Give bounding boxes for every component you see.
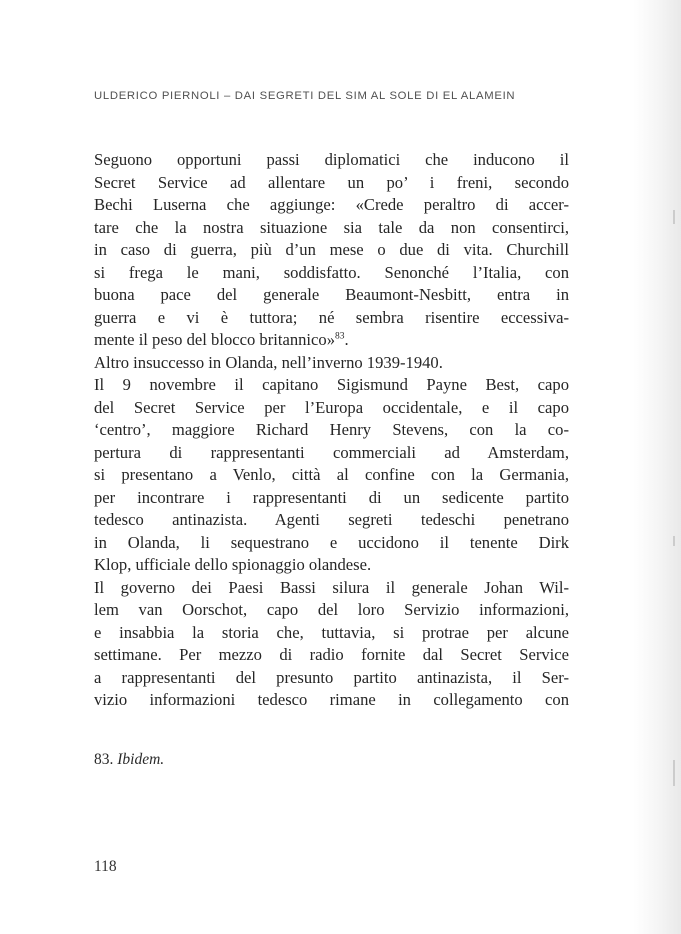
- footnote-text: Ibidem.: [117, 751, 165, 768]
- text-line: buona pace del generale Beaumont-Nesbitt, entra in: [94, 285, 569, 304]
- page-edge-mark: [673, 210, 675, 224]
- text-line: lem van Oorschot, capo del loro Servizio informazioni,: [94, 600, 569, 619]
- text-line: tedesco antinazista. Agenti segreti tedeschi penetrano: [94, 510, 569, 529]
- footnote-number: 83.: [94, 751, 114, 768]
- running-header: ULDERICO PIERNOLI – DAI SEGRETI DEL SIM AL SOLE DI EL ALAMEIN: [94, 90, 516, 102]
- text-line: del Secret Service per l’Europa occidentale, e il capo: [94, 397, 569, 417]
- body-text: [94, 149, 569, 712]
- text-line: Secret Service ad allentare un po’ i freni, secondo: [94, 172, 569, 192]
- text-line: ‘centro’, maggiore Richard Henry Stevens, con la co-: [94, 420, 569, 439]
- text-line: a rappresentanti del presunto partito antinazista, il Ser-: [94, 667, 569, 687]
- text-line: mente il peso del blocco britannico»: [94, 330, 335, 349]
- text-line-with-footnote-ref: [94, 329, 569, 352]
- text-line: Il 9 novembre il capitano Sigismund Payne Best, capo: [94, 375, 569, 394]
- text-line: Il governo dei Paesi Bassi silura il generale Johan Wil-: [94, 577, 569, 597]
- text-line: Seguono opportuni passi diplomatici che inducono il: [94, 150, 569, 169]
- text-line: in Olanda, li sequestrano e uccidono il tenente Dirk: [94, 532, 569, 552]
- footnote-ref-punctuation: .: [344, 330, 349, 349]
- footnote-reference[interactable]: 83: [335, 331, 345, 342]
- page-edge-mark: [673, 536, 675, 546]
- text-line: si frega le mani, soddisfatto. Senonché l’Italia, con: [94, 262, 569, 282]
- text-line: settimane. Per mezzo di radio fornite dal Secret Service: [94, 645, 569, 664]
- text-line: in caso di guerra, più d’un mese o due di vita. Churchill: [94, 240, 569, 259]
- text-line: tare che la nostra situazione sia tale da non consentirci,: [94, 217, 569, 237]
- text-line: pertura di rappresentanti commerciali ad Amsterdam,: [94, 442, 569, 462]
- page-edge-mark: [673, 760, 675, 786]
- text-line: si presentano a Venlo, città al confine con la Germania,: [94, 465, 569, 484]
- text-line: guerra e vi è tuttora; né sembra risentire eccessiva-: [94, 307, 569, 327]
- text-line: e insabbia la storia che, tuttavia, si protrae per alcune: [94, 622, 569, 642]
- text-line: Altro insuccesso in Olanda, nell’inverno 1939-1940.: [94, 352, 443, 372]
- text-line: vizio informazioni tedesco rimane in collegamento con: [94, 690, 569, 709]
- page-number: 118: [94, 858, 117, 875]
- text-line: Bechi Luserna che aggiunge: «Crede peraltro di accer-: [94, 195, 569, 214]
- text-line: Klop, ufficiale dello spionaggio olandese.: [94, 555, 372, 574]
- footnote: [94, 751, 164, 769]
- text-line: per incontrare i rappresentanti di un sedicente partito: [94, 487, 569, 507]
